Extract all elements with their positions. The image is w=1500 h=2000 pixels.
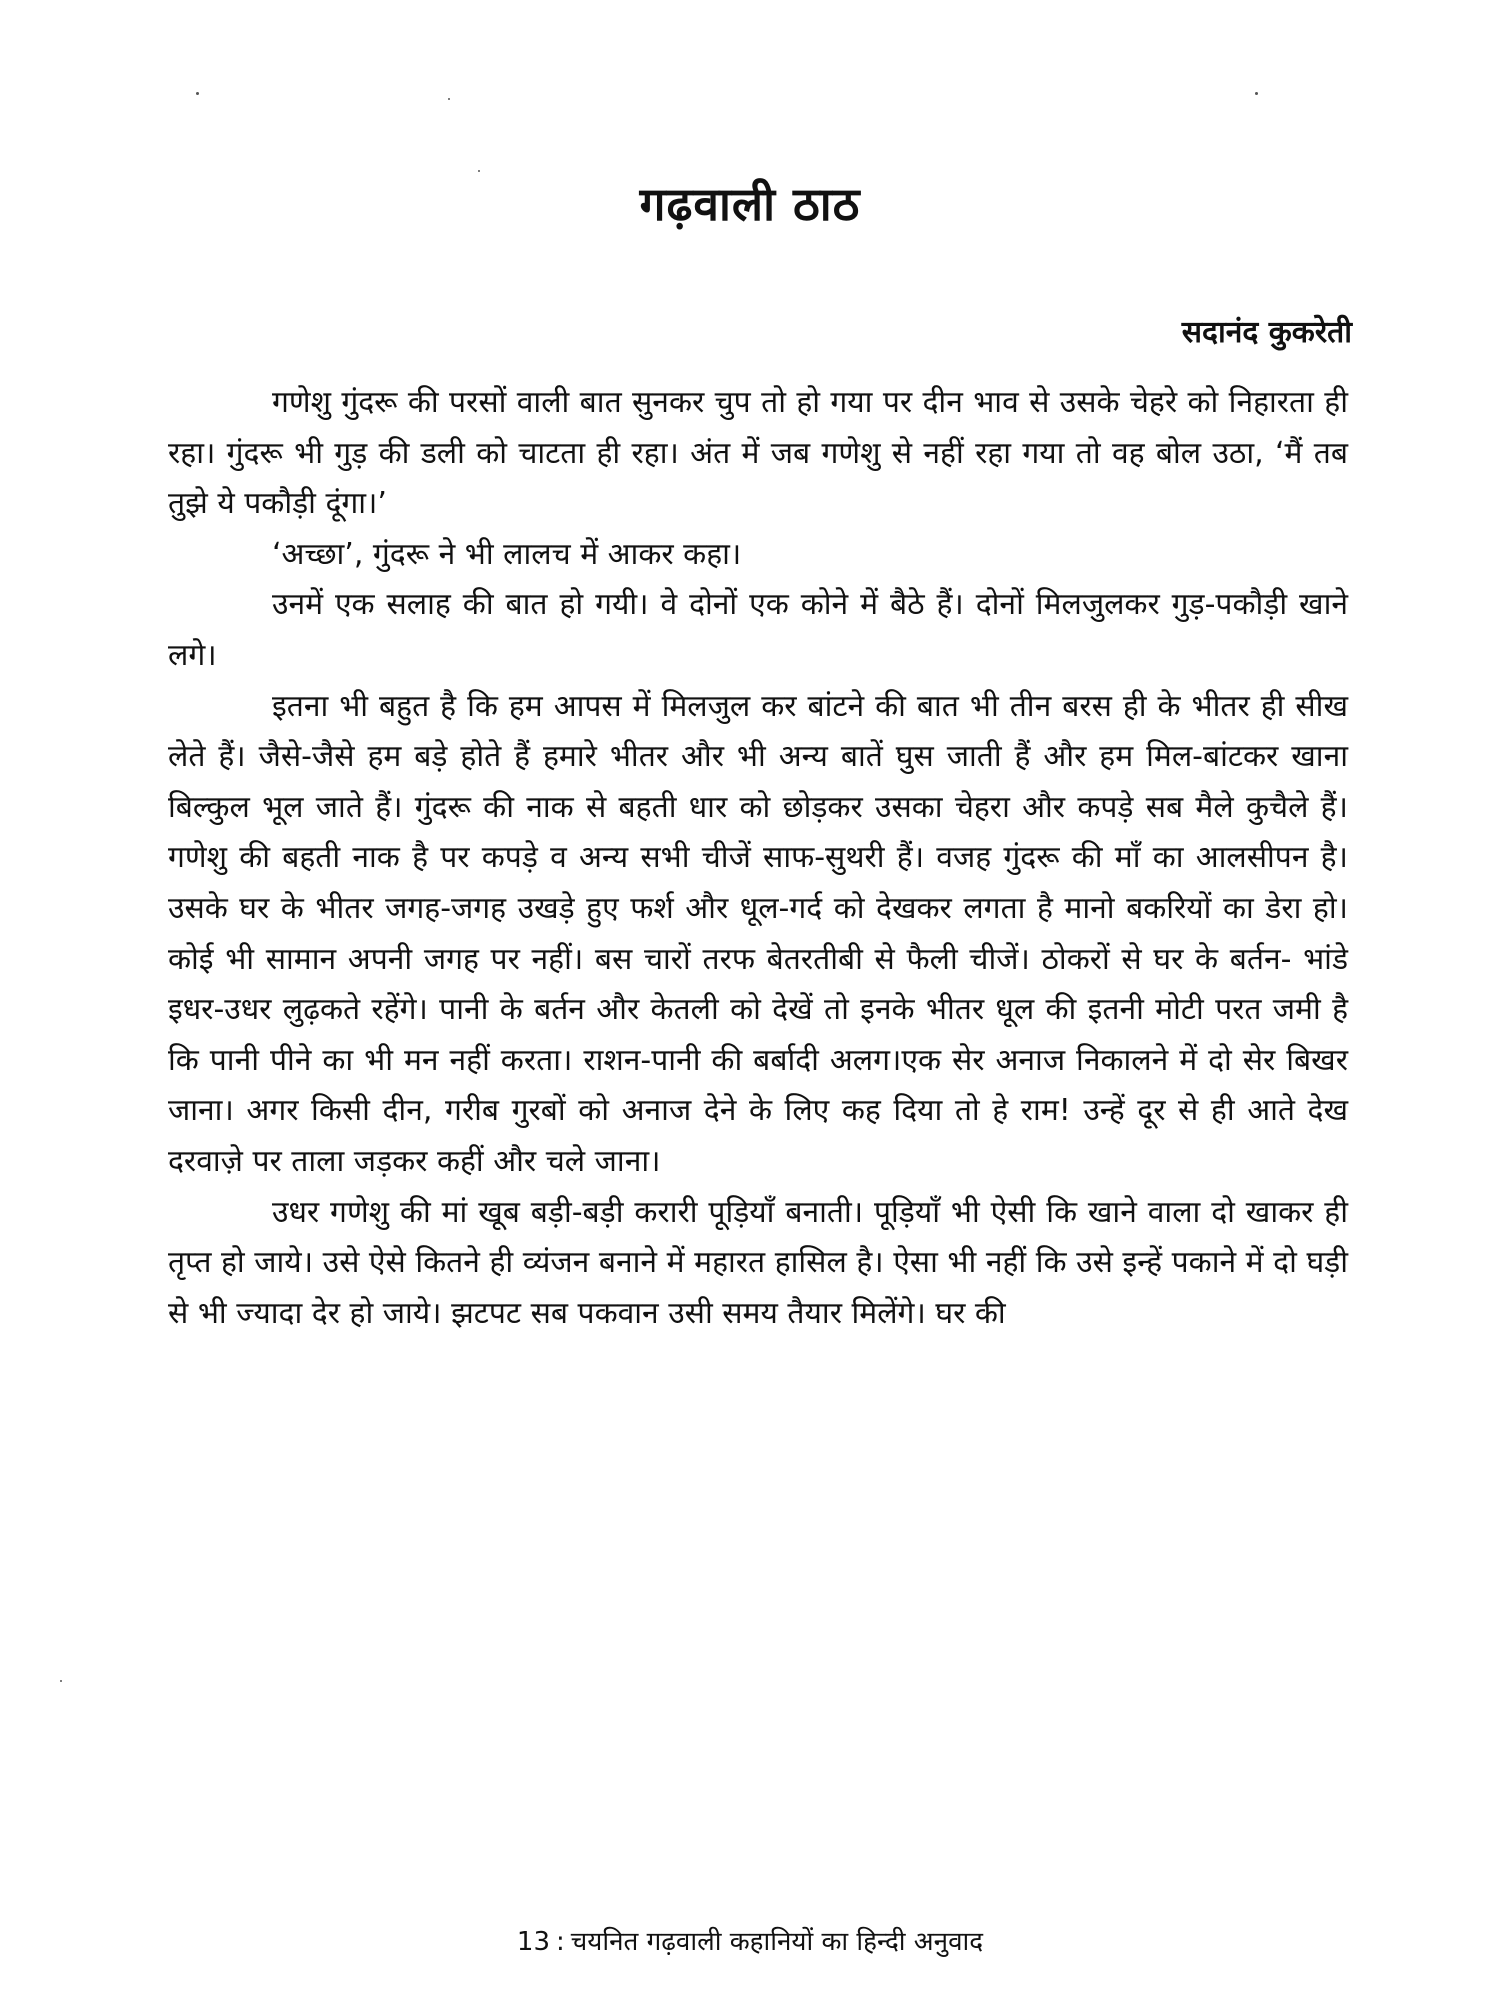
scan-speck [60,1680,62,1682]
scan-speck [196,92,199,95]
scan-speck [448,98,450,100]
paragraph-5: उधर गणेशु की मां खूब बड़ी-बड़ी करारी पूड़ियाँ बनाती। पूड़ियाँ भी ऐसी कि खाने वाला दो खाकर ही तृप्त हो जाये। उसे ऐसे कितने ही व्यंजन बनाने में महारत हासिल है। ऐसा भी नहीं कि उसे इन्हें पकाने में दो घड़ी से भी ज्यादा देर हो जाये। झटपट सब पकवान उसी समय तैयार मिलेंगे। घर की [168,1194,1348,1331]
scan-speck [1255,92,1258,95]
story-body [168,378,1348,1339]
page-number: 13 [516,1927,550,1957]
book-title: चयनित गढ़वाली कहानियों का हिन्दी अनुवाद [570,1927,984,1957]
page-footer [0,1922,1500,1958]
paragraph-4: इतना भी बहुत है कि हम आपस में मिलजुल कर बांटने की बात भी तीन बरस ही के भीतर ही सीख लेते हैं। जैसे-जैसे हम बड़े होते हैं हमारे भीतर और भी अन्य बातें घुस जाती हैं और हम मिल-बांटकर खाना बिल्कुल भूल जाते हैं। गुंदरू की नाक से बहती धार को छोड़कर उसका चेहरा और कपड़े सब मैले कुचैले हैं। गणेशु की बहती नाक है पर कपड़े व अन्य सभी चीजें साफ-सुथरी हैं। वजह गुंदरू की माँ का आलसीपन है। उसके घर के भीतर जगह-जगह उखड़े हुए फर्श और धूल-गर्द को देखकर लगता है मानो बकरियों का डेरा हो। कोई भी सामान अपनी जगह पर नहीं। बस चारों तरफ बेतरतीबी से फैली चीजें। ठोकरों से घर के बर्तन- भांडे इधर-उधर लुढ़कते रहेंगे। पानी के बर्तन और केतली को देखें तो इनके भीतर धूल की इतनी मोटी परत जमी है कि पानी पीने का भी मन नहीं करता। राशन-पानी की बर्बादी अलग।एक सेर अनाज निकालने में दो सेर बिखर जाना। अगर किसी दीन, गरीब गुरबों को अनाज देने के लिए कह दिया तो हे राम! उन्हें दूर से ही आते देख दरवाज़े पर ताला जड़कर कहीं और चले जाना। [168,688,1348,1179]
footer-separator: : [556,1927,565,1957]
author-name: सदानंद कुकरेती [1181,315,1352,350]
paragraph-1: गणेशु गुंदरू की परसों वाली बात सुनकर चुप तो हो गया पर दीन भाव से उसके चेहरे को निहारता ही रहा। गुंदरू भी गुड़ की डली को चाटता ही रहा। अंत में जब गणेशु से नहीं रहा गया तो वह बोल उठा, ‘मैं तब तुझे ये पकौड़ी दूंगा।’ [168,385,1348,522]
paragraph-3: उनमें एक सलाह की बात हो गयी। वे दोनों एक कोने में बैठे हैं। दोनों मिलजुलकर गुड़-पकौड़ी खाने लगे। [168,587,1348,673]
story-title: गढ़वाली ठाठ [639,177,861,231]
paragraph-2: ‘अच्छा’, गुंदरू ने भी लालच में आकर कहा। [272,536,742,572]
scan-speck [478,170,480,172]
